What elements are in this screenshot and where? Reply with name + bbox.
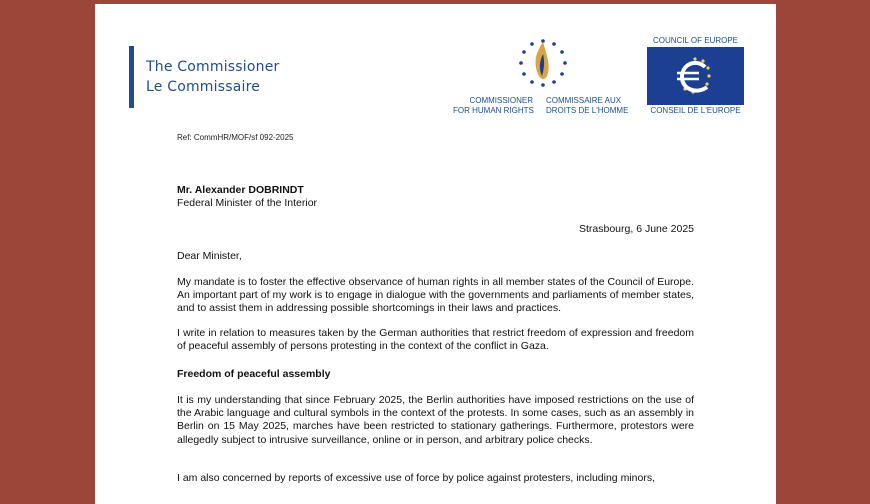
salutation: Dear Minister, bbox=[177, 250, 242, 262]
paragraph-purpose: I write in relation to measures taken by the German authorities that restrict freedom of expression and freedom of peaceful assembly of persons protesting in the context of the conflict in Gaza. bbox=[177, 327, 694, 353]
coe-flag-logo bbox=[647, 47, 744, 105]
coe-label-fr: CONSEIL DE L'EUROPE bbox=[650, 106, 741, 115]
recipient-title: Federal Minister of the Interior bbox=[177, 197, 318, 209]
coe-stars-icon bbox=[647, 47, 744, 105]
paragraph-mandate: My mandate is to foster the effective observance of human rights in all member states of the Council of Europe. An important part of my work is to engage in dialogue with the governments and parliaments of member states, and to assist them in addressing possible shortcomings in their laws and practices. bbox=[177, 276, 694, 315]
chr-label-fr: COMMISSAIRE AUX DROITS DE L'HOMME bbox=[546, 96, 629, 115]
paragraph-restrictions: It is my understanding that since February 2025, the Berlin authorities have imposed restrictions on the use of the Arabic language and cultural symbols in the context of the protests. In some cases, such as an assembly in Berlin on 15 May 2025, marches have been restricted to stationary gatherings. Furthermore, protestors were allegedly subject to intrusive surveillance, online or in person, and arbitrary police checks. bbox=[177, 394, 694, 446]
coe-label-en: COUNCIL OF EUROPE bbox=[652, 36, 739, 45]
place-date: Strasbourg, 6 June 2025 bbox=[579, 223, 694, 235]
section-heading-assembly: Freedom of peaceful assembly bbox=[177, 368, 331, 380]
reference-number: Ref: CommHR/MOF/sf 092-2025 bbox=[177, 133, 294, 142]
commissioner-title-block bbox=[146, 57, 279, 97]
letter-page bbox=[95, 4, 776, 504]
recipient-name: Mr. Alexander DOBRINDT bbox=[177, 184, 304, 196]
chr-label-en: COMMISSIONER FOR HUMAN RIGHTS bbox=[453, 96, 534, 115]
commissioner-title-en: The Commissioner bbox=[146, 59, 280, 75]
paragraph-force: I am also concerned by reports of excessive use of force by police against protesters, including minors, bbox=[177, 472, 655, 484]
commissioner-flame-logo-icon bbox=[513, 36, 573, 96]
commissioner-title-fr: Le Commissaire bbox=[146, 79, 261, 95]
header-accent-bar bbox=[129, 46, 134, 108]
